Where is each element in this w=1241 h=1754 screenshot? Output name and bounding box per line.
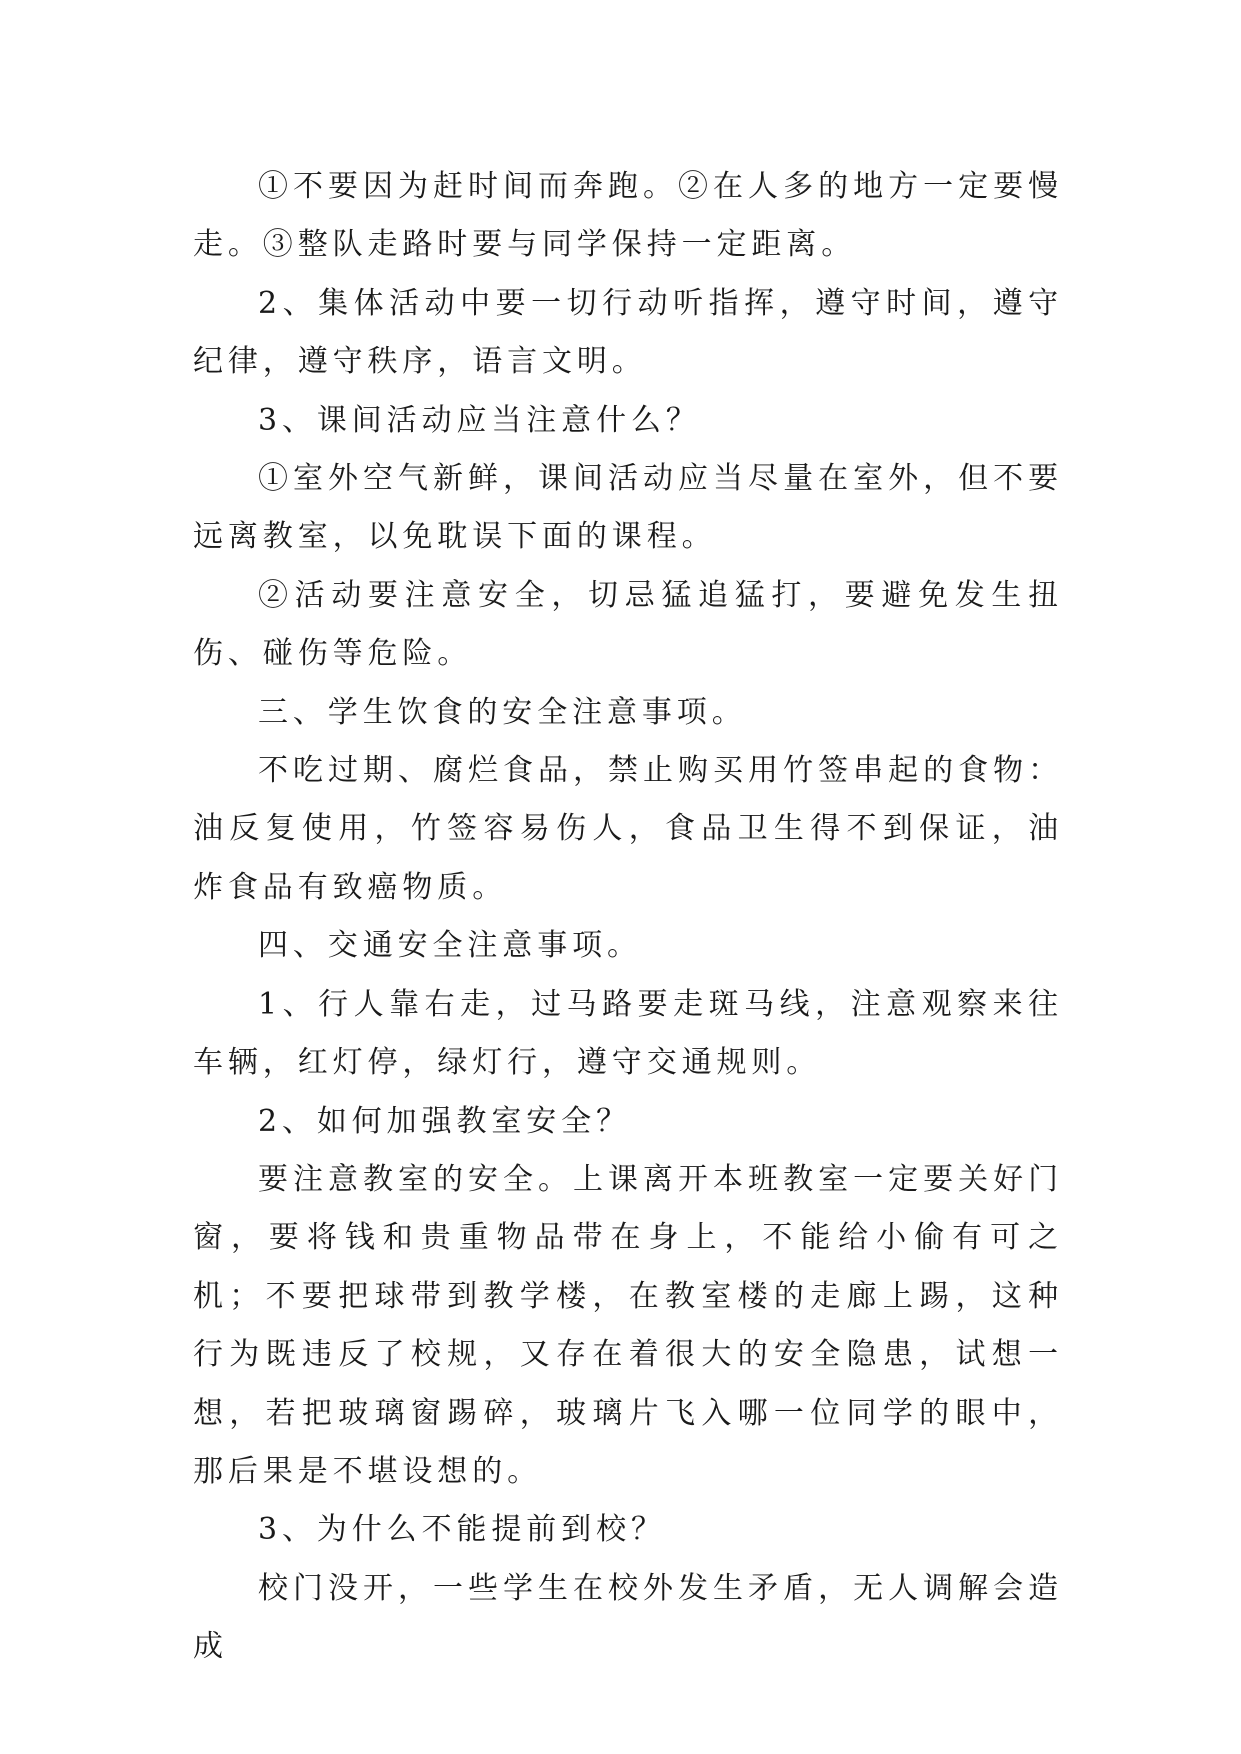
paragraph-13: 校门没开，一些学生在校外发生矛盾，无人调解会造成 bbox=[193, 1570, 1063, 1665]
paragraph-7: 不吃过期、腐烂食品，禁止购买用竹签串起的食物：油反复使用，竹签容易伤人，食品卫生得不到保证，油炸食品有致癌物质。 bbox=[193, 753, 1063, 905]
paragraph-5: ②活动要注意安全，切忌猛追猛打，要避免发生扭伤、碰伤等危险。 bbox=[193, 577, 1063, 672]
section-heading-3: 三、学生饮食的安全注意事项。 bbox=[258, 694, 747, 730]
paragraph-10: 2、如何加强教室安全？ bbox=[258, 1103, 631, 1139]
paragraph-9: 1、行人靠右走，过马路要走斑马线，注意观察来往车辆，红灯停，绿灯行，遵守交通规则。 bbox=[193, 986, 1063, 1081]
paragraph-4: ①室外空气新鲜，课间活动应当尽量在室外，但不要远离教室，以免耽误下面的课程。 bbox=[193, 461, 1063, 555]
paragraph-11: 要注意教室的安全。上课离开本班教室一定要关好门窗，要将钱和贵重物品带在身上，不能给小偷有可之机；不要把球带到教学楼，在教室楼的走廊上踢，这种行为既违反了校规，又存在着很大的安全隐患，试想一想，若把玻璃窗踢碎，玻璃片飞入哪一位同学的眼中，那后果是不堪设想的。 bbox=[193, 1161, 1063, 1489]
section-heading-4: 四、交通安全注意事项。 bbox=[258, 928, 642, 964]
document-body bbox=[193, 158, 1063, 1677]
paragraph-2: 2、集体活动中要一切行动听指挥，遵守时间，遵守纪律，遵守秩序，语言文明。 bbox=[193, 285, 1063, 380]
paragraph-1: ①不要因为赶时间而奔跑。②在人多的地方一定要慢走。③整队走路时要与同学保持一定距离。 bbox=[193, 169, 1063, 263]
paragraph-12: 3、为什么不能提前到校？ bbox=[258, 1512, 666, 1548]
paragraph-3: 3、课间活动应当注意什么？ bbox=[258, 402, 701, 438]
